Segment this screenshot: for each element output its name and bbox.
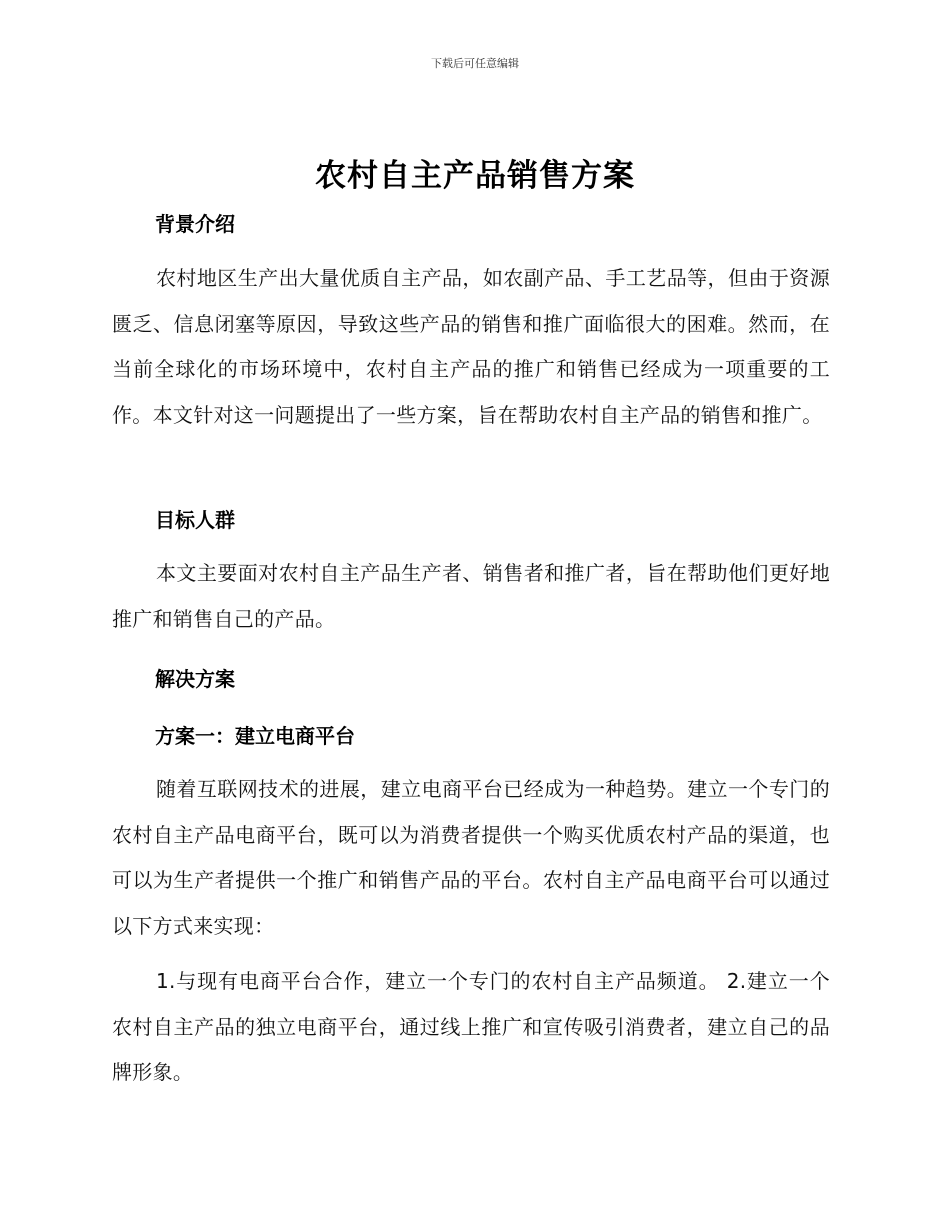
paragraph-plan1: 随着互联网技术的进展，建立电商平台已经成为一种趋势。建立一个专门的农村自主产品电商平台，既可以为消费者提供一个购买优质农村产品的渠道，也可以为生产者提供一个推广和销售产品的平台。农村自主产品电商平台可以通过以下方式来实现： <box>112 777 830 938</box>
section-heading-audience: 目标人群 <box>155 508 235 532</box>
paragraph-background: 农村地区生产出大量优质自主产品，如农副产品、手工艺品等，但由于资源匮乏、信息闭塞等原因，导致这些产品的销售和推广面临很大的困难。然而，在当前全球化的市场环境中，农村自主产品的推广和销售已经成为一项重要的工作。本文针对这一问题提出了一些方案，旨在帮助农村自主产品的销售和推广。 <box>112 266 830 427</box>
section-heading-plan1: 方案一：建立电商平台 <box>155 724 355 748</box>
section-heading-solution: 解决方案 <box>155 667 235 691</box>
paragraph-audience: 本文主要面对农村自主产品生产者、销售者和推广者，旨在帮助他们更好地推广和销售自己的产品。 <box>112 561 830 631</box>
paragraph-plan1-list: 1.与现有电商平台合作，建立一个专门的农村自主产品频道。 2.建立一个农村自主产品的独立电商平台，通过线上推广和宣传吸引消费者，建立自己的品牌形象。 <box>112 969 830 1084</box>
header-note: 下载后可任意编辑 <box>431 57 519 70</box>
document-title: 农村自主产品销售方案 <box>315 158 635 194</box>
section-heading-background: 背景介绍 <box>155 212 235 236</box>
